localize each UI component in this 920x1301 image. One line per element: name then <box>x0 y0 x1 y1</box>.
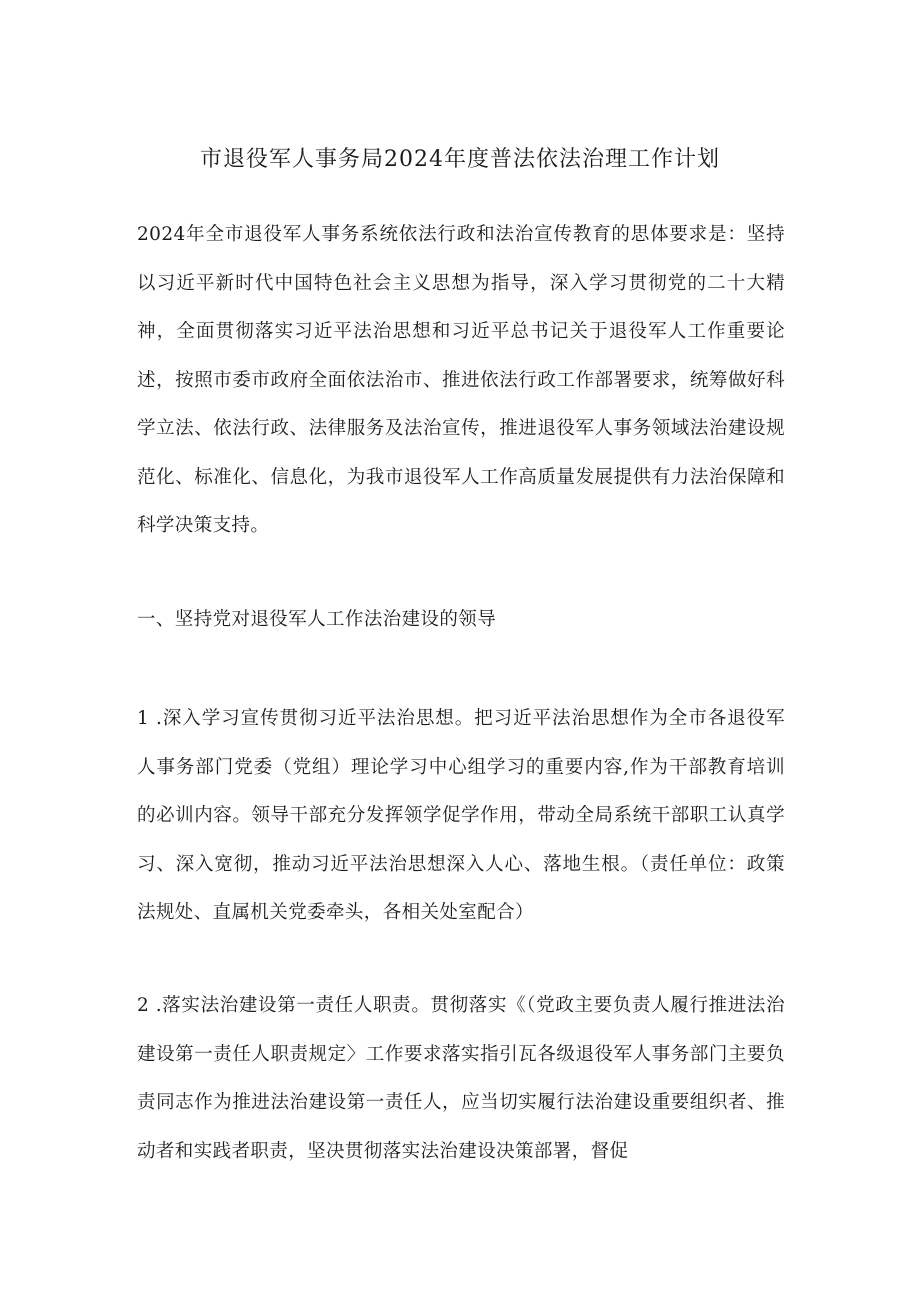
item-paragraph-2: 2 .落实法治建设第一责任人职责。贯彻落实《（党政主要负责人履行推进法治建设第一责任人职责规定〉工作要求落实指引瓦各级退役军人事务部门主要负责同志作为推进法治建设第一责任人，应当切实履行法治建设重要组织者、推动者和实践者职责，坚决贯彻落实法治建设决策部署，督促 <box>137 995 785 1162</box>
intro-paragraph: 2024年全市退役军人事务系统依法行政和法治宣传教育的思体要求是：坚持以习近平新时代中国特色社会主义思想为指导，深入学习贯彻党的二十大精神，全面贯彻落实习近平法治思想和习近平总书记关于退役军人工作重要论述，按照市委市政府全面依法治市、推进依法行政工作部署要求，统筹做好科学立法、依法行政、法律服务及法治宣传，推进退役军人事务领域法治建设规范化、标准化、信息化，为我市退役军人工作高质量发展提供有力法治保障和科学决策支持。 <box>137 224 785 536</box>
section-heading-1: 一、坚持党对退役军人工作法治建设的领导 <box>137 609 497 630</box>
item-paragraph-1: 1 .深入学习宣传贯彻习近平法治思想。把习近平法治思想作为全市各退役军人事务部门党委（党组）理论学习中心组学习的重要内容,作为干部教育培训的必训内容。领导干部充分发挥领学促学作用，带动全局系统干部职工认真学习、深入宽彻，推动习近平法治思想深入人心、落地生根。（责任单位：政策法规处、直属机关党委牵头，各相关处室配合） <box>137 708 785 923</box>
document-title: 市退役军人事务局2024年度普法依法治理工作计划 <box>200 147 720 172</box>
